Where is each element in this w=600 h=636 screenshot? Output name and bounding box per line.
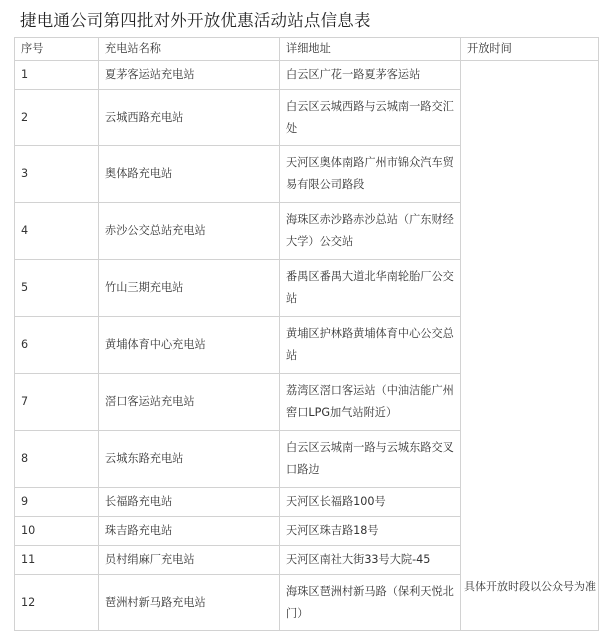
row-station-name: 竹山三期充电站 bbox=[99, 260, 280, 317]
document-title: 捷电通公司第四批对外开放优惠活动站点信息表 bbox=[20, 11, 371, 30]
row-station-name: 长福路充电站 bbox=[99, 488, 280, 517]
row-station-name: 滘口客运站充电站 bbox=[99, 374, 280, 431]
row-station-name: 奥体路充电站 bbox=[99, 146, 280, 203]
row-address: 白云区云城南一路与云城东路交叉口路边 bbox=[280, 431, 461, 488]
row-station-name: 员村绢麻厂充电站 bbox=[99, 546, 280, 575]
row-address: 番禺区番禺大道北华南轮胎厂公交站 bbox=[280, 260, 461, 317]
row-station-name: 黄埔体育中心充电站 bbox=[99, 317, 280, 374]
row-address: 天河区南社大街33号大院-45 bbox=[280, 546, 461, 575]
row-index: 11 bbox=[15, 546, 99, 575]
row-index: 3 bbox=[15, 146, 99, 203]
row-station-name: 赤沙公交总站充电站 bbox=[99, 203, 280, 260]
table-row bbox=[15, 61, 599, 90]
row-station-name: 云城东路充电站 bbox=[99, 431, 280, 488]
row-station-name: 琶洲村新马路充电站 bbox=[99, 575, 280, 631]
row-station-name: 云城西路充电站 bbox=[99, 90, 280, 146]
row-station-name: 夏茅客运站充电站 bbox=[99, 61, 280, 90]
row-index: 5 bbox=[15, 260, 99, 317]
row-address: 白云区广花一路夏茅客运站 bbox=[280, 61, 461, 90]
row-index: 12 bbox=[15, 575, 99, 631]
row-index: 10 bbox=[15, 517, 99, 546]
header-index: 序号 bbox=[15, 38, 99, 61]
table-header-row bbox=[15, 38, 599, 61]
row-address: 海珠区赤沙路赤沙总站（广东财经大学）公交站 bbox=[280, 203, 461, 260]
header-address: 详细地址 bbox=[280, 38, 461, 61]
row-address: 天河区珠吉路18号 bbox=[280, 517, 461, 546]
row-index: 2 bbox=[15, 90, 99, 146]
row-address: 天河区长福路100号 bbox=[280, 488, 461, 517]
row-address: 黄埔区护林路黄埔体育中心公交总站 bbox=[280, 317, 461, 374]
row-index: 8 bbox=[15, 431, 99, 488]
row-index: 9 bbox=[15, 488, 99, 517]
row-address: 荔湾区滘口客运站（中油洁能广州窖口LPG加气站附近） bbox=[280, 374, 461, 431]
row-index: 7 bbox=[15, 374, 99, 431]
row-address: 天河区奥体南路广州市锦众汽车贸易有限公司路段 bbox=[280, 146, 461, 203]
row-address: 白云区云城西路与云城南一路交汇处 bbox=[280, 90, 461, 146]
station-info-table bbox=[14, 37, 599, 631]
row-address: 海珠区琶洲村新马路（保利天悦北门） bbox=[280, 575, 461, 631]
row-index: 1 bbox=[15, 61, 99, 90]
open-hours-cell: 具体开放时段以公众号为准 bbox=[461, 61, 599, 631]
row-station-name: 珠吉路充电站 bbox=[99, 517, 280, 546]
header-open-hours: 开放时间 bbox=[461, 38, 599, 61]
row-index: 6 bbox=[15, 317, 99, 374]
header-station-name: 充电站名称 bbox=[99, 38, 280, 61]
row-index: 4 bbox=[15, 203, 99, 260]
